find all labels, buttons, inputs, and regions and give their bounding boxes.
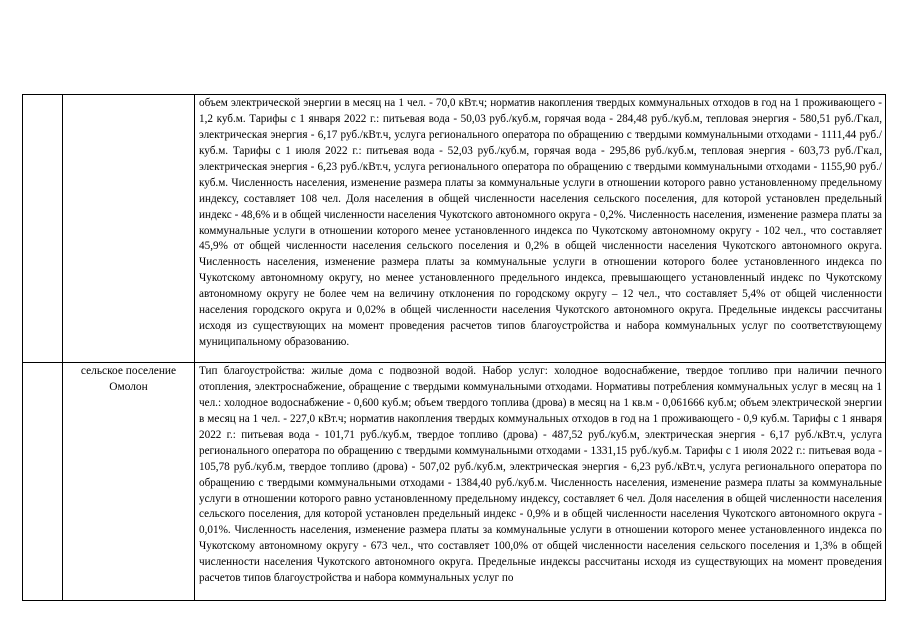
description-cell: объем электрической энергии в месяц на 1 чел. - 70,0 кВт.ч; норматив накопления твердых коммунальных отходов в год на 1 проживающего - 1,2 куб.м. Тарифы с 1 января 2022 г.: питьевая вода - 50,03 руб./куб.м, горячая вода - 284,48 руб./куб.м, тепловая энергия - 580,51 руб./Гкал, электрическая энергия - 6,17 руб./кВт.ч, услуга регионального оператора по обращению с твердыми коммунальными отходами - 1111,44 руб./куб.м. Тарифы с 1 июля 2022 г.: питьевая вода - 52,03 руб./куб.м, горячая вода - 295,86 руб./куб.м, тепловая энергия - 603,73 руб./Гкал, электрическая энергия - 6,23 руб./кВт.ч, услуга регионального оператора по обращению с твердыми коммунальными отходами - 1155,90 руб./куб.м. Численность населения, изменение размера платы за коммунальные услуги в отношении которого равно установленному предельному индексу, составляет 108 чел. Доля населения в общей численности населения сельского поселения, для которой установлен предельный индекс - 48,6% и в общей численности населения Чукотского автономного округа - 0,2%. Численность населения, изменение размера платы за коммунальные услуги в отношении которого менее установленного индекса по Чукотскому автономному округу - 102 чел., что составляет 45,9% от общей численности населения сельского поселения и 0,2% в общей численности населения Чукотского автономного округа. Численность населения, изменение размера платы за коммунальные услуги в отношении которого более установленного индекса по Чукотскому автономному округу, но менее установленного предельного индекса, превышающего установленный индекс по Чукотскому автономному округу не более чем на величину отклонения по городскому округу – 12 чел., что составляет 5,4% от общей численности населения городского округа и 0,02% в общей численности населения Чукотского автономного округа. Предельные индексы рассчитаны исходя из существующих на момент проведения расчетов типов благоустройства и набора коммунальных услуг по соответствующему муниципальному образованию. (195, 95, 886, 363)
description-text: Тип благоустройства: жилые дома с подвозной водой. Набор услуг: холодное водоснабжение, твердое топливо при наличии печного отопления, электроснабжение, обращение с твердыми коммунальными отходами. Нормативы потребления коммунальных услуг в месяц на 1 чел.: холодное водоснабжение - 0,600 куб.м; объем твердого топлива (дрова) в месяц на 1 кв.м - 0,061666 куб.м; объем электрической энергии в месяц на 1 чел. - 227,0 кВт.ч; норматив накопления твердых коммунальных отходов в год на 1 проживающего - 0,9 куб.м. Тарифы с 1 января 2022 г.: питьевая вода - 101,71 руб./куб.м, твердое топливо (дрова) - 487,52 руб./куб.м, электрическая энергия - 6,17 руб./кВт.ч, услуга регионального оператора по обращению с твердыми коммунальными отходами - 1331,15 руб./куб.м. Тарифы с 1 июля 2022 г.: питьевая вода - 105,78 руб./куб.м, твердое топливо (дрова) - 507,02 руб./куб.м, электрическая энергия - 6,23 руб./кВт.ч, услуга регионального оператора по обращению с твердыми коммунальными отходами - 1384,40 руб./куб.м. Численность населения, изменение размера платы за коммунальные услуги в отношении которого равно установленному предельному индексу, составляет 6 чел. Доля населения в общей численности населения сельского поселения, для которой установлен предельный индекс - 0,9% и в общей численности населения Чукотского автономного округа - 0,01%. Численность населения, изменение размера платы за коммунальные услуги в отношении которого менее установленного индекса по Чукотскому автономному округу - 673 чел., что составляет 100,0% от общей численности населения сельского поселения и 1,3% в общей численности населения Чукотского автономного округа. Предельные индексы рассчитаны исходя из существующих на момент проведения расчетов типов благоустройства и набора коммунальных услуг по (199, 365, 882, 585)
tariff-table (22, 94, 886, 601)
table-row (23, 363, 886, 601)
municipality-name-cell (63, 95, 195, 363)
municipality-name-cell: сельское поселение Омолон (63, 363, 195, 601)
row-number-cell (23, 95, 63, 363)
row-number-cell (23, 363, 63, 601)
description-cell (195, 363, 886, 601)
table-row (23, 95, 886, 363)
